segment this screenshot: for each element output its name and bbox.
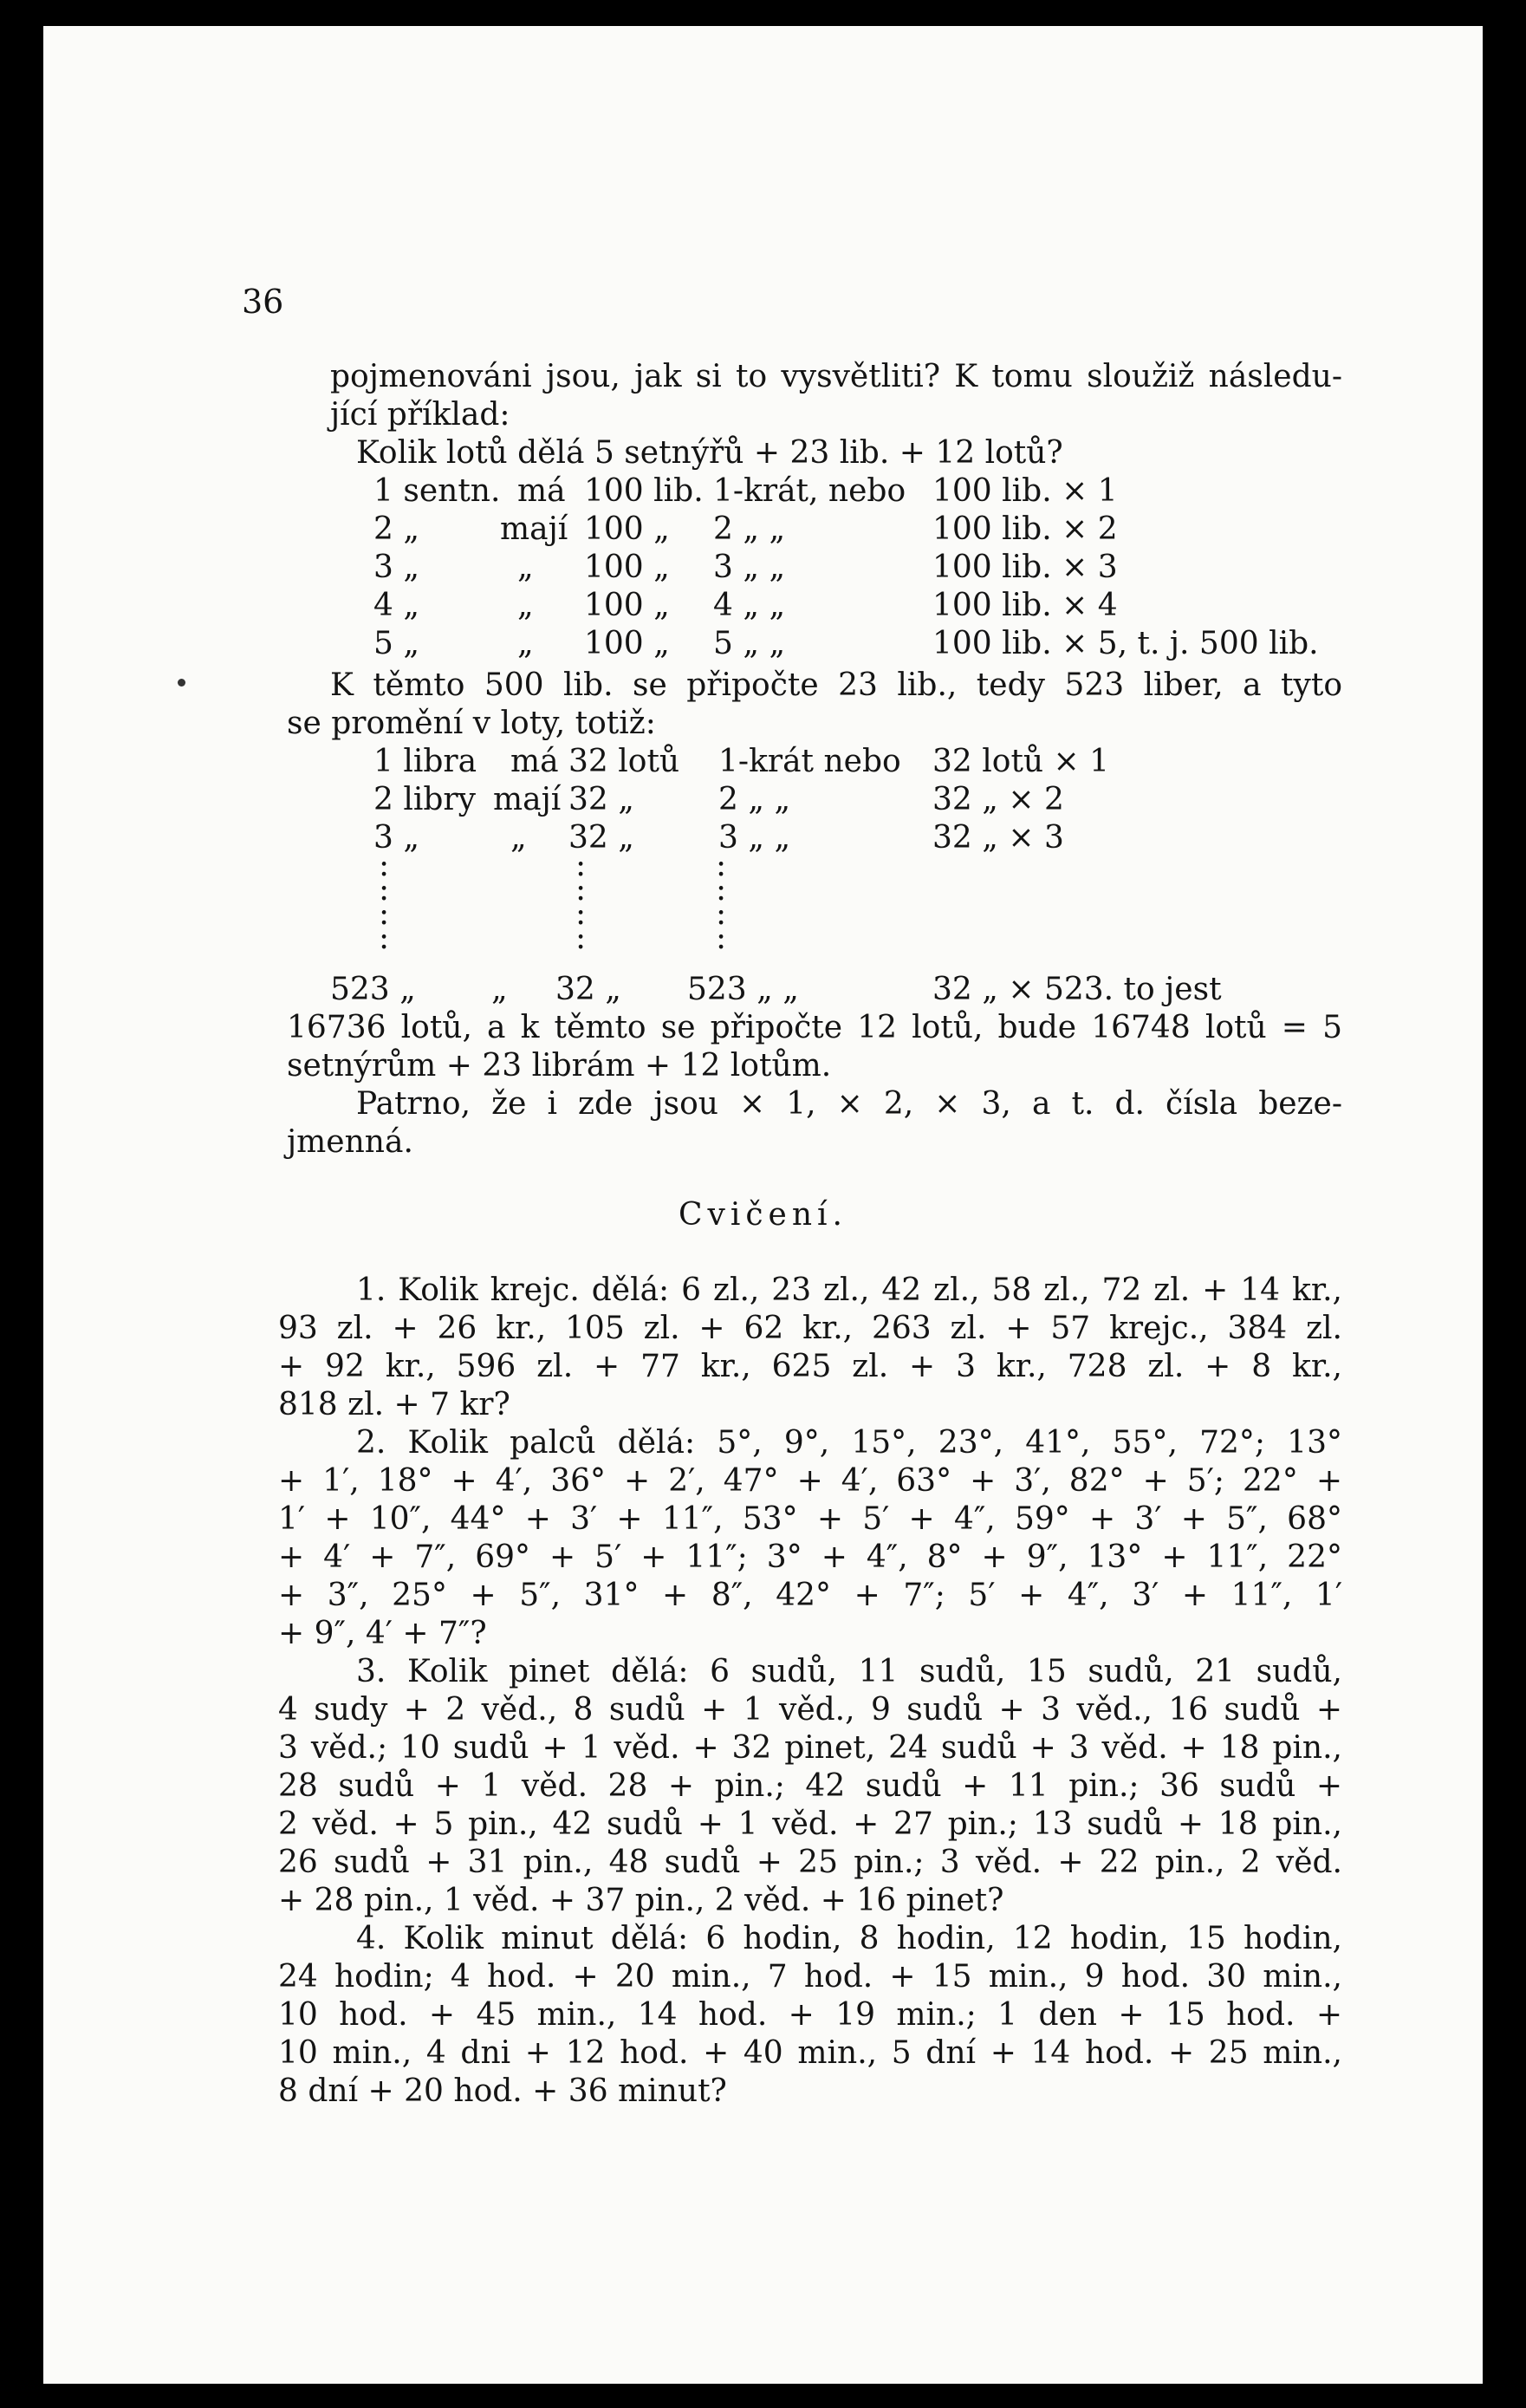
exercise-line: 1′ + 10″, 44° + 3′ + 11″, 53° + 5′ + 4″, 59° + 3′ + 5″, 68° [278, 1501, 1342, 1537]
t1-r2-c2: mají [500, 511, 568, 547]
exercise-line: 93 zl. + 26 kr., 105 zl. + 62 kr., 263 zl. + 57 krejc., 384 zl. [278, 1311, 1342, 1346]
t1-r2-c1: 2 „ [373, 511, 419, 547]
exercise-line: 4 sudy + 2 věd., 8 sudů + 1 věd., 9 sudů + 3 věd., 16 sudů + [278, 1692, 1342, 1728]
intro-line-2: jící příklad: [330, 397, 510, 433]
t1-r5-c4: 5 „ „ [713, 626, 786, 661]
exercise-line: 4. Kolik minut dělá: 6 hodin, 8 hodin, 12 hodin, 15 hodin, [356, 1921, 1342, 1956]
t1-r5-c3: 100 „ [584, 626, 670, 661]
t1-r5-c1: 5 „ [373, 626, 419, 661]
t1-r2-c5: 100 lib. × 2 [932, 511, 1118, 547]
t1-r3-c3: 100 „ [584, 550, 670, 585]
exercise-line: + 4′ + 7″, 69° + 5′ + 11″; 3° + 4″, 8° + 9″, 13° + 11″, 22° [278, 1539, 1342, 1575]
t2-last-c1: 523 „ [330, 972, 416, 1007]
section-heading: Cvičení. [678, 1197, 847, 1233]
para2-line-2: setnýrům + 23 librám + 12 lotům. [287, 1048, 832, 1084]
para1-line-2: se promění v loty, totiž: [287, 706, 656, 741]
para2-line-3: Patrno, že i zde jsou × 1, × 2, × 3, a t. d. čísla beze- [356, 1086, 1342, 1122]
t2-r3-c1: 3 „ [373, 820, 419, 856]
t2-r2-c5: 32 „ × 2 [932, 782, 1064, 817]
t2-r2-c4: 2 „ „ [718, 782, 791, 817]
page-number: 36 [242, 283, 284, 321]
t1-r4-c5: 100 lib. × 4 [932, 588, 1118, 623]
exercise-line: 8 dní + 20 hod. + 36 minut? [278, 2073, 727, 2109]
exercise-line: + 92 kr., 596 zl. + 77 kr., 625 zl. + 3 kr., 728 zl. + 8 kr., [278, 1349, 1342, 1384]
t1-r1-c2: má [517, 473, 566, 509]
exercise-line: + 1′, 18° + 4′, 36° + 2′, 47° + 4′, 63° + 3′, 82° + 5′; 22° + [278, 1463, 1342, 1499]
t1-r1-c3: 100 lib. [584, 473, 704, 509]
exercise-line: + 3″, 25° + 5″, 31° + 8″, 42° + 7″; 5′ + 4″, 3′ + 11″, 1′ [278, 1578, 1342, 1613]
t1-r3-c2: „ [517, 550, 534, 585]
t2-last-c4: 523 „ „ [687, 972, 799, 1007]
para1-line-1: K těmto 500 lib. se připočte 23 lib., tedy 523 liber, a tyto [330, 667, 1342, 703]
exercise-line: 818 zl. + 7 kr? [278, 1387, 510, 1422]
exercise-line: + 28 pin., 1 věd. + 37 pin., 2 věd. + 16 pinet? [278, 1883, 1004, 1918]
t1-r2-c4: 2 „ „ [713, 511, 786, 547]
t1-r1-c5: 100 lib. × 1 [932, 473, 1118, 509]
t1-r5-c2: „ [517, 626, 534, 661]
exercise-line: 1. Kolik krejc. dělá: 6 zl., 23 zl., 42 zl., 58 zl., 72 zl. + 14 kr., [356, 1272, 1342, 1308]
t2-r3-c3: 32 „ [568, 820, 634, 856]
t1-r1-c1: 1 sentn. [373, 473, 501, 509]
t2-r3-c4: 3 „ „ [718, 820, 791, 856]
t2-r3-c2: „ [510, 820, 527, 856]
t1-r4-c2: „ [517, 588, 534, 623]
ellipsis-column-2: : : : : [575, 848, 587, 956]
exercise-line: 24 hodin; 4 hod. + 20 min., 7 hod. + 15 min., 9 hod. 30 min., [278, 1959, 1342, 1995]
t1-r1-c4: 1-krát, nebo [713, 473, 906, 509]
t2-r1-c1: 1 libra [373, 744, 477, 779]
para2-line-1: 16736 lotů, a k těmto se připočte 12 lotů, bude 16748 lotů = 5 [287, 1010, 1342, 1045]
exercise-line: 2 věd. + 5 pin., 42 sudů + 1 věd. + 27 pin.; 13 sudů + 18 pin., [278, 1806, 1342, 1842]
t1-r4-c1: 4 „ [373, 588, 419, 623]
t1-r4-c4: 4 „ „ [713, 588, 786, 623]
ellipsis-column-3: : : : : [716, 848, 727, 956]
exercise-line: 26 sudů + 31 pin., 48 sudů + 25 pin.; 3 věd. + 22 pin., 2 věd. [278, 1845, 1342, 1880]
t2-r2-c1: 2 libry [373, 782, 476, 817]
ellipsis-column-1: : : : : [379, 848, 390, 956]
exercise-line: + 9″, 4′ + 7″? [278, 1616, 487, 1651]
t1-r3-c5: 100 lib. × 3 [932, 550, 1118, 585]
exercise-line: 3 věd.; 10 sudů + 1 věd. + 32 pinet, 24 sudů + 3 věd. + 18 pin., [278, 1730, 1342, 1766]
t2-r2-c2: mají [493, 782, 562, 817]
exercise-line: 3. Kolik pinet dělá: 6 sudů, 11 sudů, 15 sudů, 21 sudů, [356, 1654, 1342, 1689]
t2-r1-c2: má [510, 744, 559, 779]
intro-line-1: pojmenováni jsou, jak si to vysvětliti? K tomu sloužiž následu- [330, 359, 1342, 394]
t2-last-c5: 32 „ × 523. to jest [932, 972, 1222, 1007]
exercise-line: 10 min., 4 dni + 12 hod. + 40 min., 5 dní + 14 hod. + 25 min., [278, 2035, 1342, 2071]
t2-r1-c3: 32 lotů [568, 744, 680, 779]
t1-r3-c4: 3 „ „ [713, 550, 786, 585]
t1-r5-c5: 100 lib. × 5, t. j. 500 lib. [932, 626, 1319, 661]
exercise-line: 28 sudů + 1 věd. 28 + pin.; 42 sudů + 11 pin.; 36 sudů + [278, 1768, 1342, 1804]
margin-dot [178, 679, 185, 687]
t1-r3-c1: 3 „ [373, 550, 419, 585]
t1-r2-c3: 100 „ [584, 511, 670, 547]
t2-r1-c4: 1-krát nebo [718, 744, 901, 779]
t1-r4-c3: 100 „ [584, 588, 670, 623]
t2-last-c3: 32 „ [555, 972, 621, 1007]
exercise-line: 10 hod. + 45 min., 14 hod. + 19 min.; 1 den + 15 hod. + [278, 1997, 1342, 2033]
t2-r2-c3: 32 „ [568, 782, 634, 817]
exercise-line: 2. Kolik palců dělá: 5°, 9°, 15°, 23°, 41°, 55°, 72°; 13° [356, 1425, 1342, 1461]
t2-r3-c5: 32 „ × 3 [932, 820, 1064, 856]
t2-r1-c5: 32 lotů × 1 [932, 744, 1110, 779]
question-line: Kolik lotů dělá 5 setnýřů + 23 lib. + 12 lotů? [356, 435, 1063, 471]
t2-last-c2: „ [491, 972, 508, 1007]
para2-line-4: jmenná. [287, 1124, 413, 1160]
